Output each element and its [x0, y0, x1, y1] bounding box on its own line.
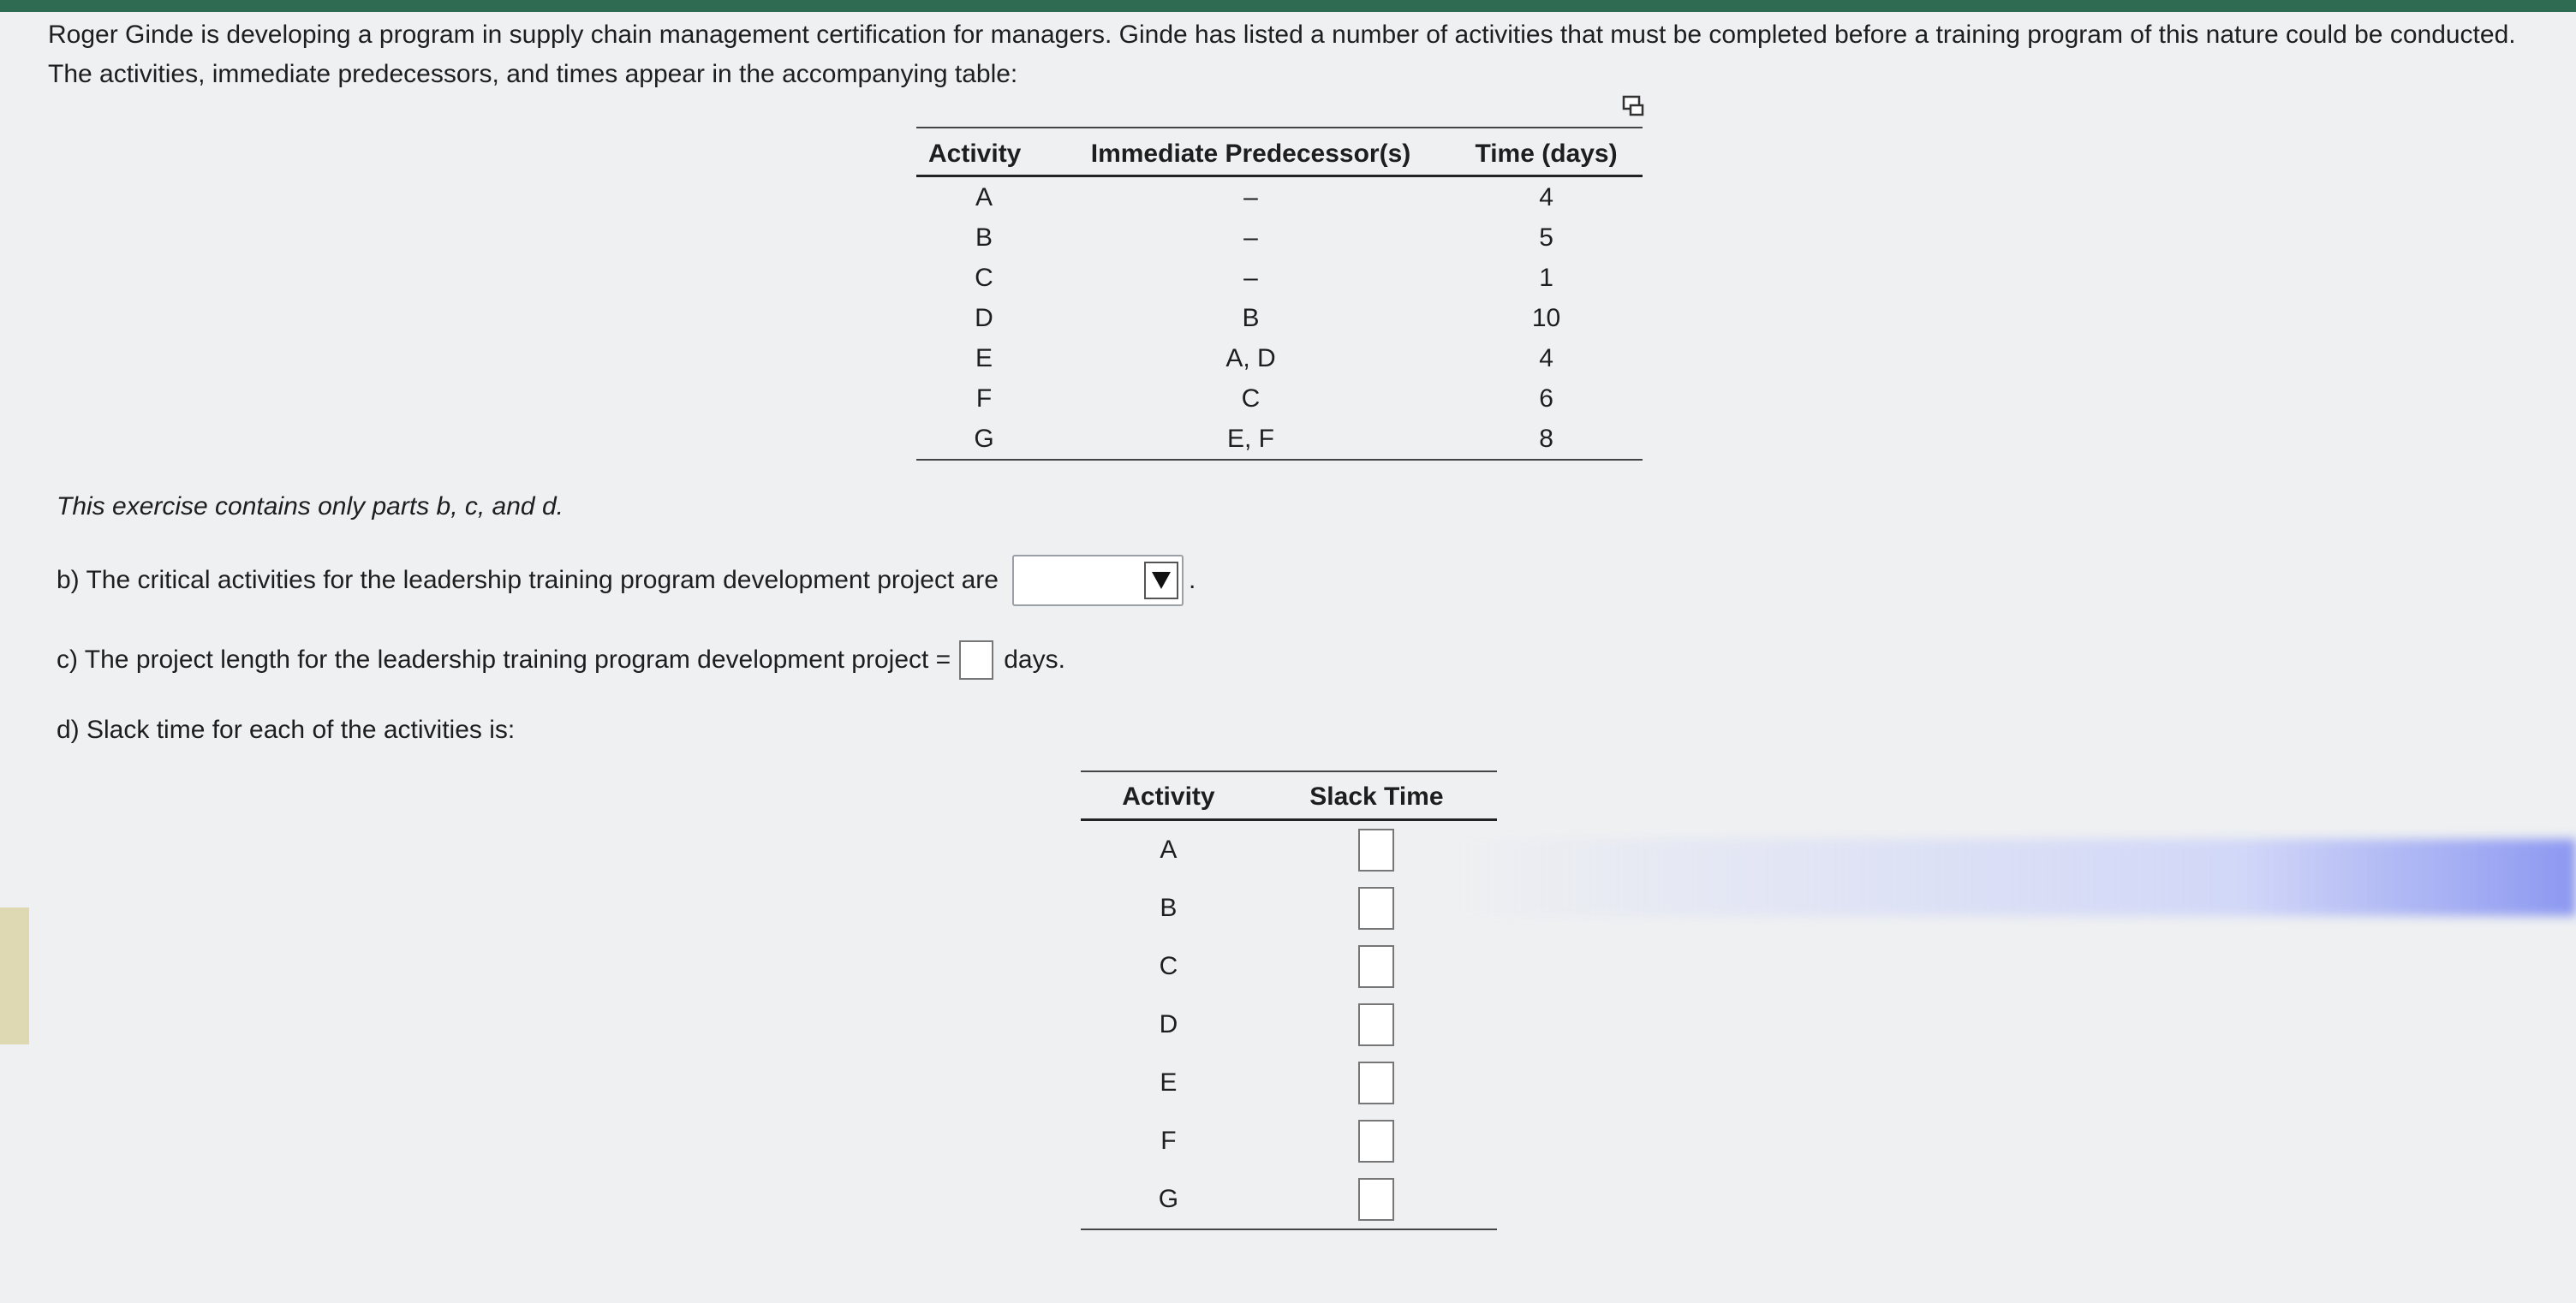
time-cell: 4 [1539, 343, 1553, 372]
activity-cell: G [1081, 1170, 1256, 1229]
col-activity: Activity [916, 128, 1052, 176]
question-d-text: d) Slack time for each of the activities is: [57, 716, 516, 744]
question-c-unit: days. [1004, 646, 1065, 674]
predecessor-cell: B [1242, 303, 1260, 332]
question-d [57, 716, 515, 745]
slack-input[interactable] [1358, 829, 1394, 872]
activity-cell: D [975, 303, 993, 332]
activity-cell: F [1160, 1127, 1177, 1155]
time-cell: 8 [1450, 419, 1643, 460]
time-cell: 1 [1539, 263, 1553, 292]
table-row [916, 419, 1643, 460]
predecessor-cell: – [1243, 223, 1258, 252]
col-predecessors: Immediate Predecessor(s) [1052, 128, 1450, 176]
table-row [916, 258, 1643, 298]
activity-cell: A [1160, 836, 1178, 864]
activity-cell: A [975, 182, 993, 211]
table-row [1081, 1054, 1497, 1112]
activity-cell: F [975, 384, 993, 413]
slack-table-header [1081, 771, 1497, 820]
table-row [916, 176, 1643, 218]
question-b [57, 555, 1196, 606]
activity-cell: C [1159, 952, 1178, 980]
exercise-note: This exercise contains only parts b, c, and d. [57, 492, 564, 521]
time-cell: 5 [1539, 223, 1553, 252]
table-row [916, 298, 1643, 338]
table-row [916, 378, 1643, 419]
activity-cell: E [975, 343, 993, 372]
predecessor-cell: E, F [1052, 419, 1450, 460]
copy-icon[interactable] [1621, 94, 1647, 120]
predecessor-cell: – [1243, 263, 1258, 292]
table-row [1081, 996, 1497, 1054]
slack-input[interactable] [1358, 1120, 1394, 1163]
triangle-down-icon [1152, 572, 1171, 589]
activity-table [916, 127, 1643, 461]
table-row [1081, 820, 1497, 880]
time-cell: 10 [1531, 303, 1561, 332]
question-b-period: . [1188, 566, 1196, 594]
table-row [916, 338, 1643, 378]
dropdown-arrow-button[interactable] [1144, 562, 1178, 599]
critical-activities-dropdown[interactable] [1012, 555, 1184, 606]
predecessor-cell: C [1241, 384, 1261, 413]
slack-input[interactable] [1358, 945, 1394, 988]
col-slack-time: Slack Time [1256, 771, 1497, 820]
activity-cell: E [1160, 1068, 1178, 1097]
activity-cell: B [1160, 894, 1178, 922]
project-length-input[interactable] [959, 640, 993, 680]
top-bar [0, 0, 2576, 12]
activity-table-header [916, 128, 1643, 176]
table-row [916, 217, 1643, 258]
activity-cell: G [916, 419, 1052, 460]
predecessor-cell: – [1243, 182, 1258, 211]
slack-table [1081, 770, 1497, 1230]
slack-input[interactable] [1358, 1062, 1394, 1104]
table-row [1081, 1170, 1497, 1229]
activity-cell: D [1159, 1010, 1178, 1038]
slack-input[interactable] [1358, 887, 1394, 930]
slack-input[interactable] [1358, 1178, 1394, 1221]
activity-cell: B [975, 223, 993, 252]
screen-glare [1456, 839, 2576, 916]
predecessor-cell: A, D [1225, 343, 1276, 372]
question-b-text: b) The critical activities for the leadership training program development project are [57, 566, 999, 594]
table-row [1081, 879, 1497, 937]
time-cell: 6 [1539, 384, 1553, 413]
activity-cell: C [975, 263, 993, 292]
problem-intro: Roger Ginde is developing a program in supply chain management certification for managers. Ginde has listed a number of activities that must be completed before a training program of this nature could be conducted. The activities, immediate predecessors, and times appear in the accompanying table: [48, 21, 2516, 88]
table-row [1081, 937, 1497, 996]
time-cell: 4 [1539, 182, 1553, 211]
question-c-text: c) The project length for the leadership training program development project = [57, 646, 951, 674]
table-row [1081, 1112, 1497, 1170]
slack-input[interactable] [1358, 1003, 1394, 1046]
left-edge-strip [0, 907, 29, 1044]
question-c [57, 640, 1065, 680]
col-activity: Activity [1081, 771, 1256, 820]
col-time: Time (days) [1450, 128, 1643, 176]
